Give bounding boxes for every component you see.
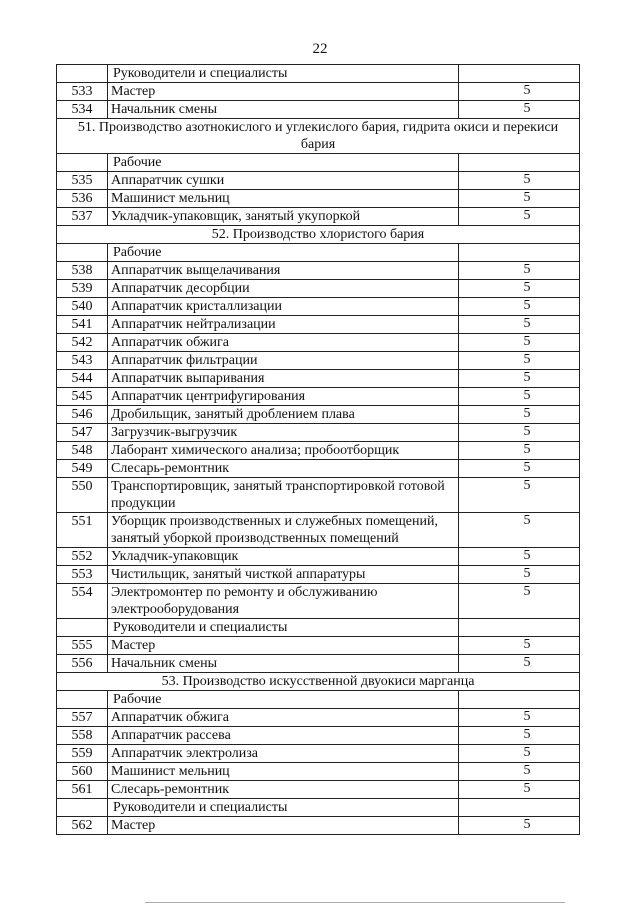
table-row: [57, 513, 580, 548]
profession-name: Мастер: [108, 817, 459, 835]
table-row: [57, 352, 580, 370]
table-row: [57, 781, 580, 799]
table-row: [57, 101, 580, 119]
profession-name: Аппаратчик выщелачивания: [108, 262, 459, 280]
section-header-row: [57, 226, 580, 244]
empty-num-cell: [57, 799, 108, 817]
row-number: 542: [57, 334, 108, 352]
profession-name: Мастер: [108, 83, 459, 101]
row-value: 5: [523, 817, 531, 832]
profession-name: Аппаратчик кристаллизации: [108, 298, 459, 316]
row-number: 549: [57, 460, 108, 478]
row-value: 5: [523, 513, 531, 528]
row-number: 551: [57, 513, 108, 548]
row-value: 5: [523, 334, 531, 349]
row-number: 540: [57, 298, 108, 316]
group-label: Руководители и специалисты: [108, 799, 459, 817]
row-number: 556: [57, 655, 108, 673]
table-row: [57, 298, 580, 316]
table-row: [57, 370, 580, 388]
empty-value-cell: [459, 65, 580, 83]
value-cell: [459, 352, 580, 370]
value-cell: [459, 460, 580, 478]
profession-name: Загрузчик-выгрузчик: [108, 424, 459, 442]
row-number: 547: [57, 424, 108, 442]
empty-value-cell: [459, 619, 580, 637]
row-number: 557: [57, 709, 108, 727]
profession-name: Лаборант химического анализа; пробоотборщик: [108, 442, 459, 460]
row-number: 539: [57, 280, 108, 298]
row-value: 5: [523, 763, 531, 778]
row-value: 5: [523, 298, 531, 313]
row-value: 5: [523, 727, 531, 742]
row-value: 5: [523, 280, 531, 295]
row-value: 5: [523, 172, 531, 187]
row-value: 5: [523, 442, 531, 457]
group-label: Рабочие: [108, 154, 459, 172]
row-value: 5: [523, 781, 531, 796]
empty-num-cell: [57, 154, 108, 172]
row-number: 553: [57, 566, 108, 584]
profession-name: Дробильщик, занятый дроблением плава: [108, 406, 459, 424]
value-cell: [459, 262, 580, 280]
group-label-row: [57, 154, 580, 172]
value-cell: [459, 83, 580, 101]
empty-num-cell: [57, 691, 108, 709]
value-cell: [459, 172, 580, 190]
value-cell: [459, 566, 580, 584]
table-row: [57, 655, 580, 673]
value-cell: [459, 745, 580, 763]
profession-name: Аппаратчик нейтрализации: [108, 316, 459, 334]
row-number: 543: [57, 352, 108, 370]
group-label-row: [57, 244, 580, 262]
value-cell: [459, 781, 580, 799]
profession-name: Начальник смены: [108, 655, 459, 673]
value-cell: [459, 334, 580, 352]
row-value: 5: [523, 388, 531, 403]
value-cell: [459, 208, 580, 226]
value-cell: [459, 280, 580, 298]
row-number: 535: [57, 172, 108, 190]
row-number: 536: [57, 190, 108, 208]
value-cell: [459, 513, 580, 548]
row-number: 560: [57, 763, 108, 781]
value-cell: [459, 190, 580, 208]
row-value: 5: [523, 424, 531, 439]
table-row: [57, 83, 580, 101]
group-label: Руководители и специалисты: [108, 619, 459, 637]
row-number: 550: [57, 478, 108, 513]
scan-edge-line: [145, 902, 565, 903]
profession-name: Укладчик-упаковщик: [108, 548, 459, 566]
value-cell: [459, 101, 580, 119]
table-row: [57, 334, 580, 352]
value-cell: [459, 817, 580, 835]
value-cell: [459, 584, 580, 619]
value-cell: [459, 406, 580, 424]
table-row: [57, 745, 580, 763]
profession-name: Чистильщик, занятый чисткой аппаратуры: [108, 566, 459, 584]
profession-name: Слесарь-ремонтник: [108, 781, 459, 799]
row-value: 5: [523, 101, 531, 116]
table-row: [57, 172, 580, 190]
table-row: [57, 763, 580, 781]
group-label: Руководители и специалисты: [108, 65, 459, 83]
profession-name: Машинист мельниц: [108, 763, 459, 781]
empty-num-cell: [57, 244, 108, 262]
profession-name: Мастер: [108, 637, 459, 655]
row-number: 533: [57, 83, 108, 101]
table-row: [57, 709, 580, 727]
row-number: 546: [57, 406, 108, 424]
row-value: 5: [523, 370, 531, 385]
row-value: 5: [523, 548, 531, 563]
value-cell: [459, 316, 580, 334]
table-row: [57, 406, 580, 424]
profession-name: Аппаратчик десорбции: [108, 280, 459, 298]
row-number: 562: [57, 817, 108, 835]
page-number: 22: [312, 41, 328, 57]
profession-name: Уборщик производственных и служебных помещений, занятый уборкой производственных помещений: [108, 513, 459, 548]
section-header-row: [57, 673, 580, 691]
profession-name: Слесарь-ремонтник: [108, 460, 459, 478]
table-row: [57, 460, 580, 478]
row-value: 5: [523, 190, 531, 205]
value-cell: [459, 727, 580, 745]
row-value: 5: [523, 316, 531, 331]
empty-value-cell: [459, 691, 580, 709]
empty-value-cell: [459, 244, 580, 262]
row-number: 561: [57, 781, 108, 799]
row-number: 548: [57, 442, 108, 460]
table-row: [57, 478, 580, 513]
row-value: 5: [523, 262, 531, 277]
row-number: 544: [57, 370, 108, 388]
table-row: [57, 548, 580, 566]
value-cell: [459, 637, 580, 655]
row-value: 5: [523, 478, 531, 493]
table-row: [57, 817, 580, 835]
profession-name: Электромонтер по ремонту и обслуживанию электрооборудования: [108, 584, 459, 619]
table-row: [57, 637, 580, 655]
table-row: [57, 442, 580, 460]
row-number: 537: [57, 208, 108, 226]
row-number: 559: [57, 745, 108, 763]
table-row: [57, 424, 580, 442]
value-cell: [459, 298, 580, 316]
row-value: 5: [523, 352, 531, 367]
group-label-row: [57, 691, 580, 709]
section-title: 52. Производство хлористого бария: [57, 226, 580, 244]
table-row: [57, 280, 580, 298]
row-value: 5: [523, 460, 531, 475]
profession-name: Укладчик-упаковщик, занятый укупоркой: [108, 208, 459, 226]
profession-name: Аппаратчик электролиза: [108, 745, 459, 763]
group-label-row: [57, 619, 580, 637]
value-cell: [459, 442, 580, 460]
section-title: 53. Производство искусственной двуокиси марганца: [57, 673, 580, 691]
value-cell: [459, 388, 580, 406]
profession-name: Аппаратчик фильтрации: [108, 352, 459, 370]
profession-name: Аппаратчик обжига: [108, 334, 459, 352]
row-value: 5: [523, 709, 531, 724]
table-row: [57, 208, 580, 226]
row-number: 552: [57, 548, 108, 566]
profession-name: Аппаратчик центрифугирования: [108, 388, 459, 406]
group-label-row: [57, 799, 580, 817]
row-value: 5: [523, 745, 531, 760]
empty-value-cell: [459, 154, 580, 172]
value-cell: [459, 478, 580, 513]
value-cell: [459, 709, 580, 727]
empty-num-cell: [57, 65, 108, 83]
section-title: 51. Производство азотнокислого и углекислого бария, гидрита окиси и перекиси бария: [57, 119, 580, 154]
table-body: [57, 65, 580, 835]
group-label: Рабочие: [108, 244, 459, 262]
profession-name: Машинист мельниц: [108, 190, 459, 208]
profession-name: Начальник смены: [108, 101, 459, 119]
table-row: [57, 262, 580, 280]
row-number: 558: [57, 727, 108, 745]
row-number: 534: [57, 101, 108, 119]
row-number: 554: [57, 584, 108, 619]
row-value: 5: [523, 584, 531, 599]
value-cell: [459, 763, 580, 781]
row-value: 5: [523, 566, 531, 581]
value-cell: [459, 548, 580, 566]
table-row: [57, 566, 580, 584]
value-cell: [459, 424, 580, 442]
group-label: Рабочие: [108, 691, 459, 709]
row-number: 555: [57, 637, 108, 655]
table-row: [57, 584, 580, 619]
table-row: [57, 316, 580, 334]
section-header-row: [57, 119, 580, 154]
profession-name: Транспортировщик, занятый транспортировкой готовой продукции: [108, 478, 459, 513]
row-number: 545: [57, 388, 108, 406]
row-number: 541: [57, 316, 108, 334]
table-row: [57, 388, 580, 406]
table-row: [57, 727, 580, 745]
profession-name: Аппаратчик выпаривания: [108, 370, 459, 388]
row-value: 5: [523, 637, 531, 652]
row-value: 5: [523, 208, 531, 223]
empty-num-cell: [57, 619, 108, 637]
value-cell: [459, 655, 580, 673]
row-number: 538: [57, 262, 108, 280]
group-label-row: [57, 65, 580, 83]
table-row: [57, 190, 580, 208]
profession-table: [56, 64, 580, 835]
profession-name: Аппаратчик рассева: [108, 727, 459, 745]
profession-name: Аппаратчик сушки: [108, 172, 459, 190]
profession-name: Аппаратчик обжига: [108, 709, 459, 727]
value-cell: [459, 370, 580, 388]
row-value: 5: [523, 655, 531, 670]
row-value: 5: [523, 406, 531, 421]
empty-value-cell: [459, 799, 580, 817]
row-value: 5: [523, 83, 531, 98]
